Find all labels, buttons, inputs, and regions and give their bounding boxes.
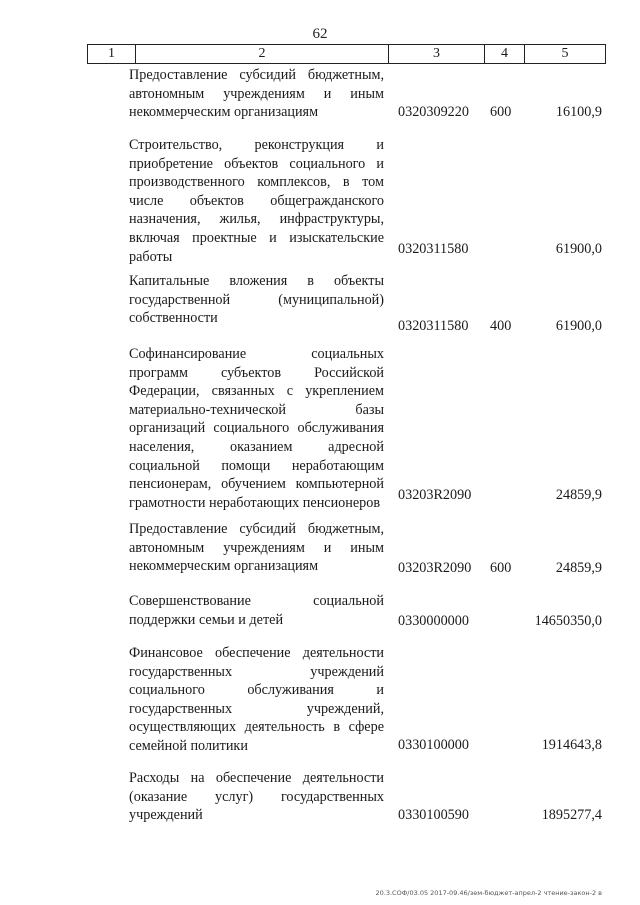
row-code: 0320309220	[398, 104, 469, 120]
column-header-5: 5	[561, 46, 569, 61]
row-amount: 14650350,0	[534, 613, 602, 629]
row-code: 0330000000	[398, 613, 469, 629]
row-amount: 1914643,8	[541, 737, 602, 753]
row-type: 600	[490, 560, 512, 576]
row-name: Предоставление субсидий бюджетным, автономным учреждениям и иным некоммерческим организациям	[129, 67, 384, 121]
row-name: Софинансирование социальных программ субъектов Российской Федерации, связанных с укреплением материально-технической базы организаций социального обслуживания населения, оказанием адресной социальной помощи неработающим пенсионерам, обучением компьютерной грамотности неработающих пенсионеров	[129, 346, 384, 511]
row-name: Расходы на обеспечение деятельности (оказание услуг) государственных учреждений	[129, 770, 384, 824]
row-code: 03203R2090	[398, 487, 472, 503]
row-code: 0320311580	[398, 318, 469, 334]
row-code: 03203R2090	[398, 560, 472, 576]
row-amount: 61900,0	[555, 241, 602, 257]
row-name: Предоставление субсидий бюджетным, автономным учреждениям и иным некоммерческим организациям	[129, 521, 384, 575]
row-name: Капитальные вложения в объекты государственной (муниципальной) собственности	[129, 273, 384, 327]
row-amount: 24859,9	[555, 487, 602, 503]
row-code: 0330100590	[398, 807, 469, 823]
column-header-4: 4	[485, 45, 525, 63]
row-amount: 1895277,4	[541, 807, 602, 823]
column-header-row	[87, 44, 606, 64]
column-header-2: 2	[136, 45, 389, 63]
row-amount: 24859,9	[555, 560, 602, 576]
column-header-3: 3	[389, 45, 485, 63]
row-code: 0330100000	[398, 737, 469, 753]
row-type: 400	[490, 318, 512, 334]
row-amount: 16100,9	[555, 104, 602, 120]
footer-file-stamp: 20.3.СОФ/03.05 2017-09.46/зем-бюджет-апрел-2 чтение-закон-2 в	[375, 889, 602, 897]
row-name: Совершенствование социальной поддержки семьи и детей	[129, 593, 384, 628]
column-header-1: 1	[88, 45, 136, 63]
row-name: Финансовое обеспечение деятельности государственных учреждений социального обслуживания и государственных учреждений, осуществляющих деятельность в сфере семейной политики	[129, 645, 384, 754]
row-code: 0320311580	[398, 241, 469, 257]
row-name: Строительство, реконструкция и приобретение объектов социального и производственного комплексов, в том числе объектов общегражданского назначения, жилья, инфраструктуры, включая проектные и изыскательские работы	[129, 137, 384, 265]
page-number: 62	[312, 26, 328, 42]
row-type: 600	[490, 104, 512, 120]
row-amount: 61900,0	[555, 318, 602, 334]
